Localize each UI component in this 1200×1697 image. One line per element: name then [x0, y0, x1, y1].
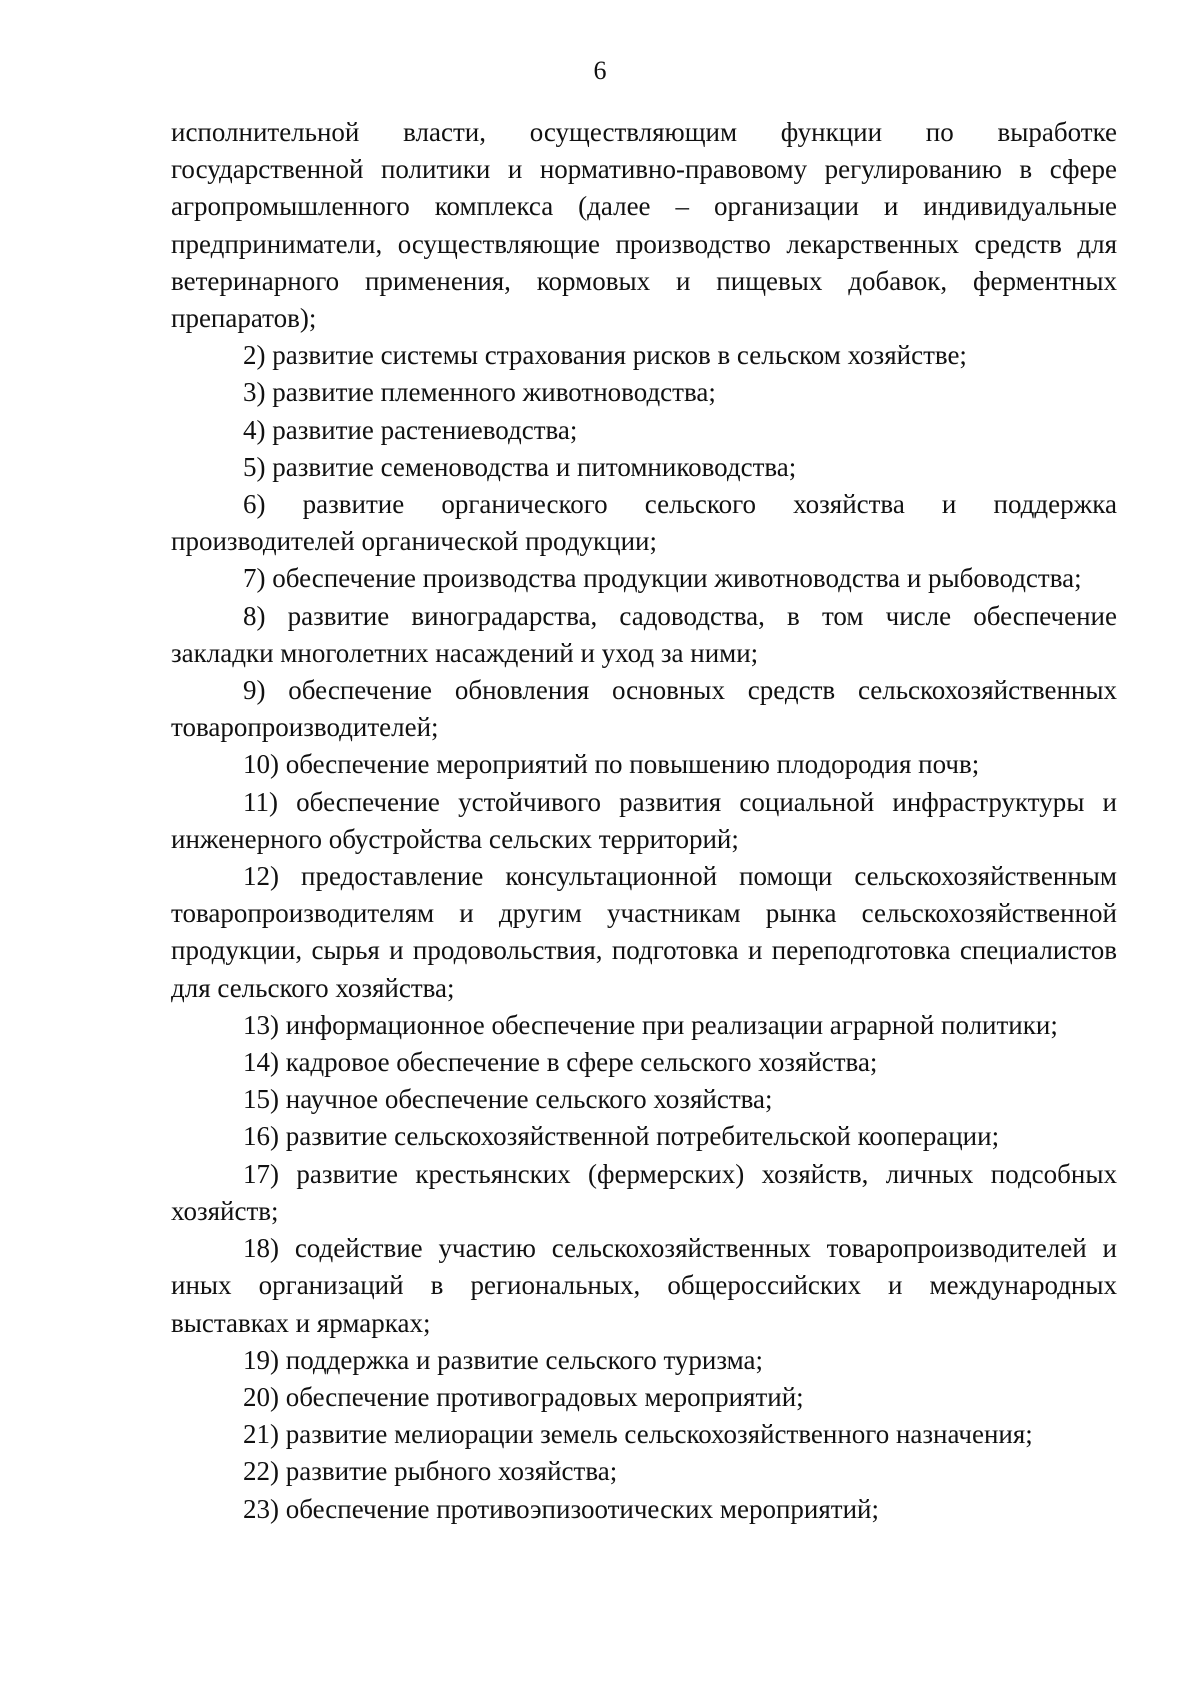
list-item: 10) обеспечение мероприятий по повышению плодородия почв; [243, 749, 980, 780]
list-item: 22) развитие рыбного хозяйства; [243, 1456, 618, 1487]
list-item: 11) обеспечение устойчивого развития социальной инфраструктуры и инженерного обустройства сельских территорий; [171, 786, 1117, 854]
list-item: 9) обеспечение обновления основных средств сельскохозяйственных товаропроизводителей; [171, 675, 1117, 743]
list-item: 23) обеспечение противоэпизоотических мероприятий; [243, 1493, 879, 1524]
list-item: 18) содействие участию сельскохозяйственных товаропроизводителей и иных организаций в региональных, общероссийских и международных выставках и ярмарках; [171, 1233, 1117, 1338]
document-body [171, 114, 1117, 1528]
list-item: 3) развитие племенного животноводства; [243, 377, 716, 408]
list-item: 8) развитие виноградарства, садоводства, в том числе обеспечение закладки многолетних насаждений и уход за ними; [171, 600, 1117, 668]
list-item: 14) кадровое обеспечение в сфере сельского хозяйства; [243, 1047, 878, 1078]
list-item: 21) развитие мелиорации земель сельскохозяйственного назначения; [243, 1419, 1033, 1450]
list-item: 15) научное обеспечение сельского хозяйства; [243, 1084, 773, 1115]
list-item: 12) предоставление консультационной помощи сельскохозяйственным товаропроизводителям и другим участникам рынка сельскохозяйственной продукции, сырья и продовольствия, подготовка и переподготовка специалистов для сельского хозяйства; [171, 861, 1117, 1003]
list-item: 20) обеспечение противоградовых мероприятий; [243, 1381, 804, 1412]
list-item: 2) развитие системы страхования рисков в сельском хозяйстве; [243, 340, 967, 371]
list-item: 6) развитие органического сельского хозяйства и поддержка производителей органической продукции; [171, 489, 1117, 557]
page-number: 6 [593, 56, 607, 85]
list-item: 16) развитие сельскохозяйственной потребительской кооперации; [243, 1121, 1000, 1152]
paragraph-continuation: исполнительной власти, осуществляющим функции по выработке государственной политики и нормативно-правовому регулированию в сфере агропромышленного комплекса (далее – организации и индивидуальные предприниматели, осуществляющие производство лекарственных средств для ветеринарного применения, кормовых и пищевых добавок, ферментных препаратов); [171, 117, 1117, 334]
list-item: 19) поддержка и развитие сельского туризма; [243, 1344, 764, 1375]
list-item: 13) информационное обеспечение при реализации аграрной политики; [243, 1009, 1058, 1040]
list-item: 17) развитие крестьянских (фермерских) хозяйств, личных подсобных хозяйств; [171, 1158, 1117, 1226]
list-item: 5) развитие семеноводства и питомниководства; [243, 451, 797, 482]
list-item: 4) развитие растениеводства; [243, 414, 578, 445]
list-item: 7) обеспечение производства продукции животноводства и рыбоводства; [243, 563, 1082, 594]
